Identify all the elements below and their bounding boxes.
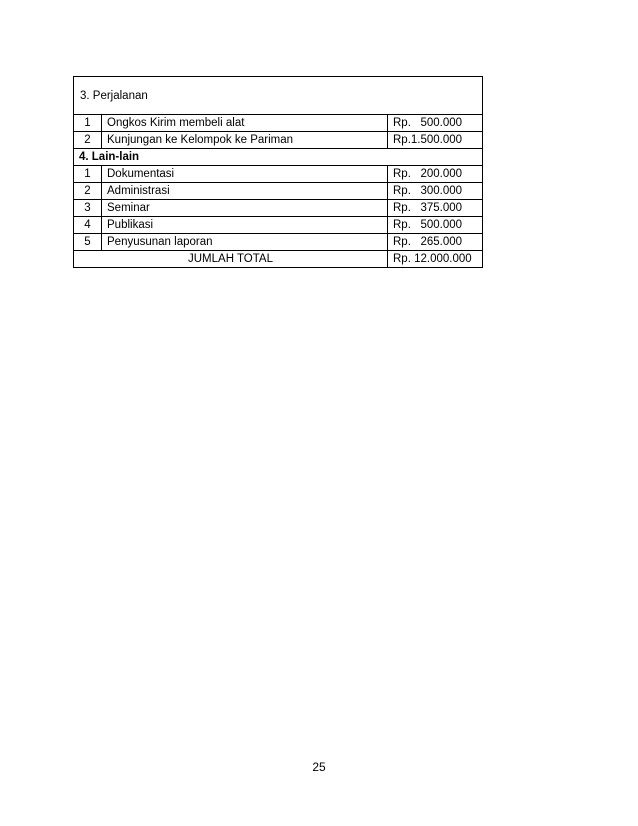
row-number: 2 — [74, 132, 102, 149]
total-row — [74, 251, 483, 268]
row-amount: Rp.1.500.000 — [388, 132, 483, 149]
table-row — [74, 166, 483, 183]
section-title-lain-lain: 4. Lain-lain — [74, 149, 483, 166]
section-header-row — [74, 149, 483, 166]
table-row — [74, 183, 483, 200]
page-number: 25 — [312, 760, 326, 774]
row-number: 4 — [74, 217, 102, 234]
budget-table — [73, 76, 483, 268]
total-amount: Rp. 12.000.000 — [388, 251, 483, 268]
row-amount: Rp. 300.000 — [388, 183, 483, 200]
row-item: Seminar — [102, 200, 388, 217]
row-amount: Rp. 200.000 — [388, 166, 483, 183]
row-number: 3 — [74, 200, 102, 217]
row-number: 1 — [74, 115, 102, 132]
table-row — [74, 132, 483, 149]
total-label: JUMLAH TOTAL — [74, 251, 388, 268]
row-item: Penyusunan laporan — [102, 234, 388, 251]
row-item: Dokumentasi — [102, 166, 388, 183]
section-header-row — [74, 77, 483, 115]
row-amount: Rp. 375.000 — [388, 200, 483, 217]
row-item: Administrasi — [102, 183, 388, 200]
row-item: Publikasi — [102, 217, 388, 234]
row-item: Ongkos Kirim membeli alat — [102, 115, 388, 132]
row-amount: Rp. 500.000 — [388, 217, 483, 234]
row-amount: Rp. 500.000 — [388, 115, 483, 132]
row-item: Kunjungan ke Kelompok ke Pariman — [102, 132, 388, 149]
table-row — [74, 200, 483, 217]
row-number: 5 — [74, 234, 102, 251]
table-row — [74, 217, 483, 234]
row-number: 2 — [74, 183, 102, 200]
table-row — [74, 234, 483, 251]
section-title-perjalanan: 3. Perjalanan — [74, 77, 483, 115]
row-number: 1 — [74, 166, 102, 183]
table-row — [74, 115, 483, 132]
row-amount: Rp. 265.000 — [388, 234, 483, 251]
